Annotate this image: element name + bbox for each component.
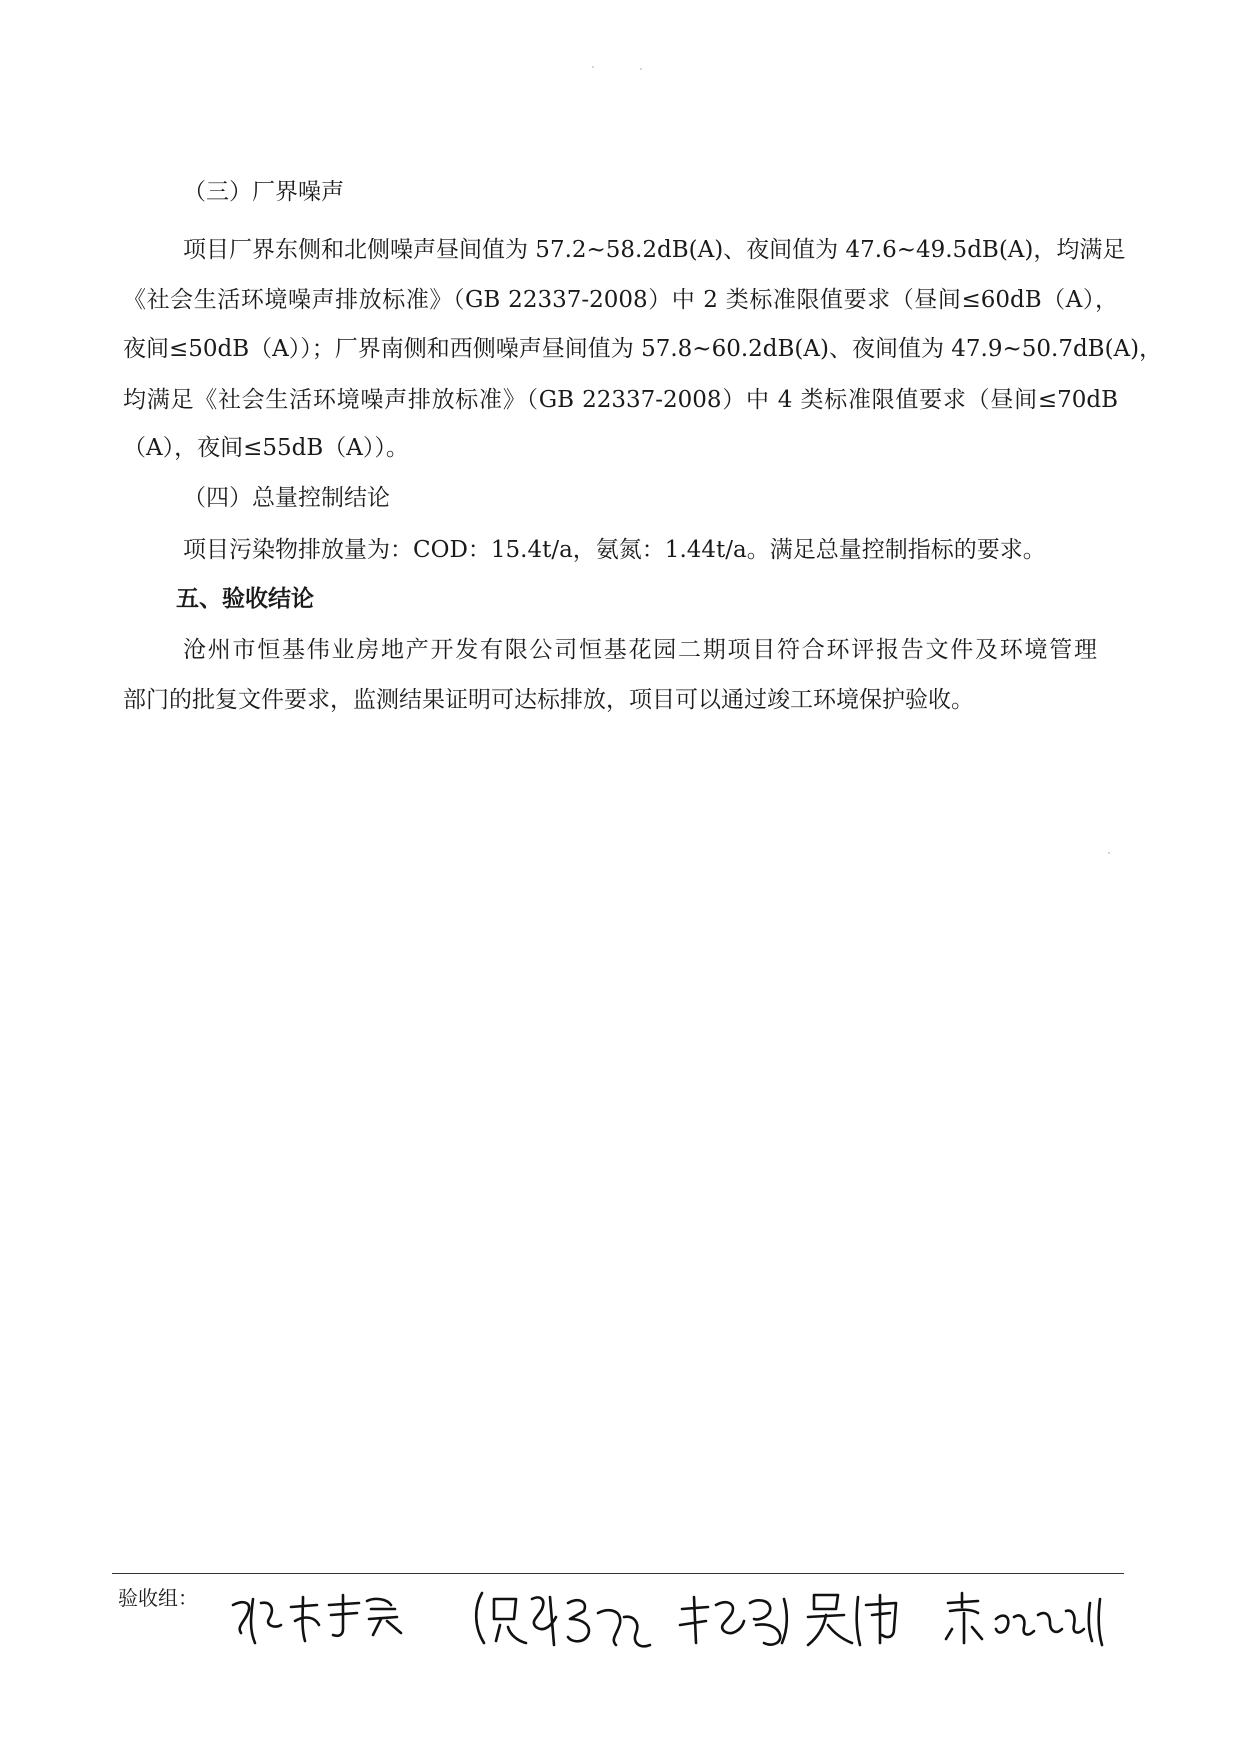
footer-rule — [112, 1573, 1124, 1574]
conclusion-line-2: 部门的批复文件要求，监测结果证明可达标排放，项目可以通过竣工环境保护验收。 — [123, 687, 974, 713]
signature-2 — [470, 1585, 660, 1655]
scan-speck — [640, 68, 642, 70]
noise-line-5: （A），夜间≤55dB（A））。 — [123, 435, 409, 461]
signature-5 — [938, 1585, 1108, 1655]
conclusion-line-1: 沧州市恒基伟业房地产开发有限公司恒基花园二期项目符合环评报告文件及环境管理 — [183, 637, 1097, 663]
section-heading-total-control: （四）总量控制结论 — [183, 485, 390, 511]
noise-line-1: 项目厂界东侧和北侧噪声昼间值为 57.2~58.2dB(A)、夜间值为 47.6~49.5dB(A)，均满足 — [183, 237, 1126, 263]
noise-line-2: 《社会生活环境噪声排放标准》（GB 22337-2008）中 2 类标准限值要求（昼间≤60dB（A）， — [123, 287, 1118, 313]
signature-4 — [800, 1585, 910, 1655]
section-heading-conclusion: 五、验收结论 — [176, 585, 314, 612]
acceptance-group-label: 验收组： — [118, 1586, 198, 1610]
scan-speck — [1108, 852, 1110, 854]
total-control-line-1: 项目污染物排放量为：COD：15.4t/a，氨氮：1.44t/a。满足总量控制指标的要求。 — [183, 537, 1046, 563]
noise-line-4: 均满足《社会生活环境噪声排放标准》（GB 22337-2008）中 4 类标准限值要求（昼间≤70dB — [123, 387, 1118, 413]
noise-line-3: 夜间≤50dB（A））；厂界南侧和西侧噪声昼间值为 57.8~60.2dB(A)、夜间值为 47.9~50.7dB(A)， — [123, 336, 1163, 362]
section-heading-noise: （三）厂界噪声 — [183, 179, 344, 205]
signature-3 — [672, 1585, 797, 1655]
signature-1 — [225, 1585, 410, 1655]
scan-speck — [592, 66, 594, 68]
